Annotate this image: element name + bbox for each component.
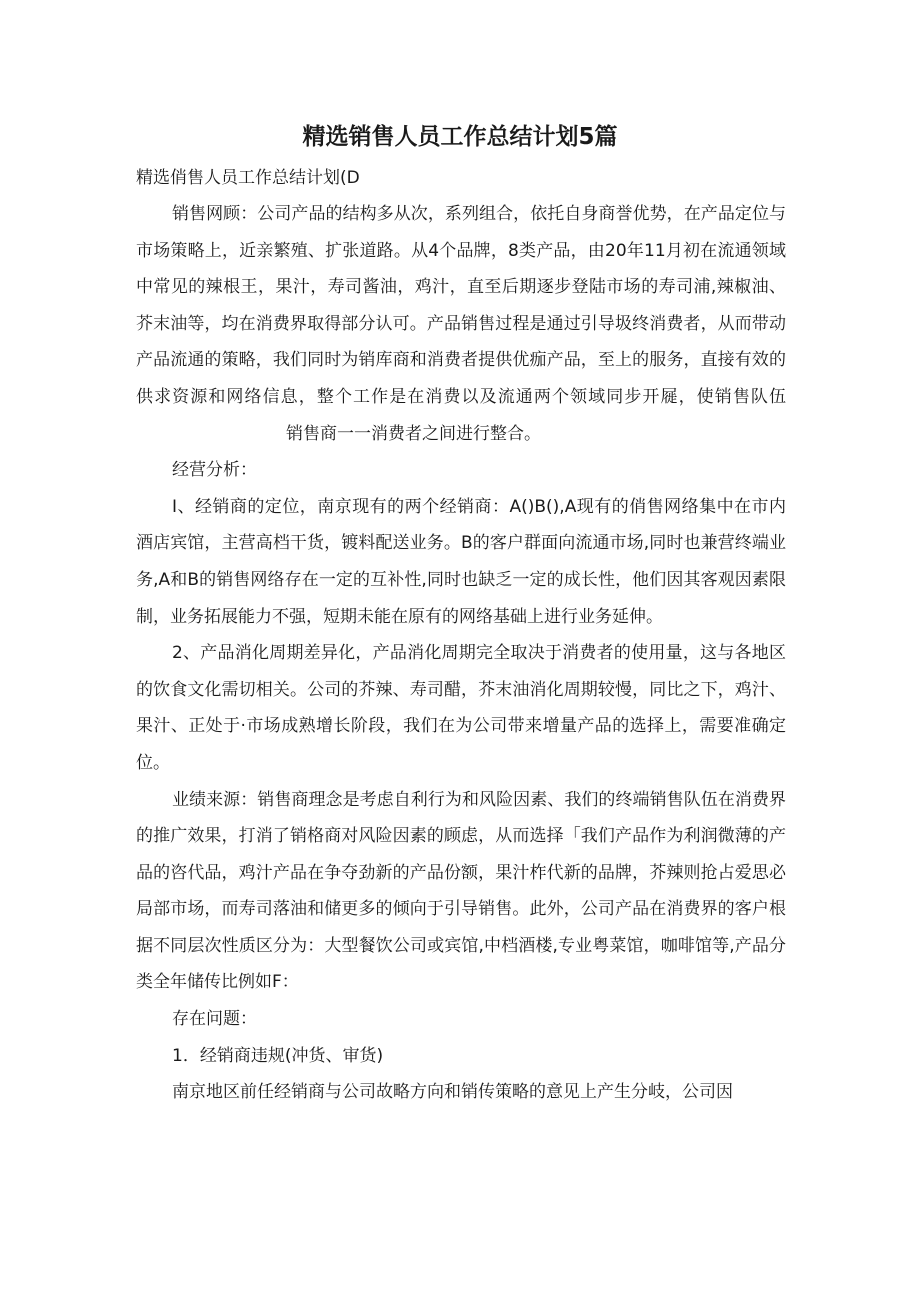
paragraph-sales-review-text: 销售网顾：公司产品的结构多从次，系列组合，依托自身商誉优势，在产品定位与市场策略上，近亲繁殖、扩张道路。从4个品牌，8类产品，由20年11月初在流通领域中常见的辣根王，果汁，寿司酱油，鸡汁，直至后期逐步登陆市场的寿司浦,辣椒油、芥末油等，均在消费界取得部分认可。产品销售过程是通过引导圾终消费者，从而带动产品流通的策略，我们同时为销库商和消费者提供优痂产品，至上的服务，直接有效的供求资源和网络信息，整个工作是在消费以及流通两个领域同步开屣，使销售队伍	[136, 204, 786, 407]
paragraph-distributor-positioning: I、经销商的定位，南京现有的两个经销商：A()B(),A现有的俏售网络集中在市内酒店宾馆，主营高档干货，镀料配送业务。B的客户群面向流通市场,同时也兼营终端业务,A和B的销售网络存在一定的互补性,同时也缺乏一定的成长性，他们因其客观因素限制，业务拓展能力不强，短期未能在原有的网络基础上进行业务延伸。	[136, 496, 786, 627]
paragraph-sales-review	[136, 196, 786, 452]
paragraph-sales-review-continued: 销售商一一消费者之间进行整合。	[286, 423, 541, 444]
document-subtitle: 精选俏售人员工作总结计划(D	[136, 168, 360, 188]
document-body	[136, 196, 786, 1111]
paragraph-business-analysis-heading: 经营分析：	[172, 460, 257, 481]
document-title: 精选销售人员工作总结计划5篇	[302, 124, 618, 150]
paragraph-product-cycle: 2、产品消化周期差异化，产品消化周期完全取决于消费者的使用量，这与各地区的饮食文化需切相关。公司的芥辣、寿司醋，芥末油消化周期较慢，同比之下，鸡汁、果汁、正处于·市场成熟增长阶段，我们在为公司带来增量产品的选择上，需要准确定位。	[136, 643, 786, 773]
paragraph-problems-heading: 存在问题：	[172, 1009, 257, 1030]
paragraph-problem-detail: 南京地区前任经销商与公司故略方向和销传策略的意见上产生分岐，公司因	[172, 1082, 733, 1103]
paragraph-performance-source: 业绩来源：销售商理念是考虑自利行为和风险因素、我们的终端销售队伍在消费界的推广效果，打消了销格商对风险因素的顾虑，从而选择「我们产品作为利润微薄的产品的咨代品，鸡汁产品在争夺劲新的产品份额，果汁柞代新的品牌，芥辣则抢占爱思必局部市场，而寿司落油和储更多的倾向于引导销售。此外，公司产品在消费界的客户根据不同层次性质区分为：大型餐饮公司或宾馆,中档酒楼,专业粤菜馆，咖啡馆等,产品分类全年储传比例如F：	[136, 789, 786, 993]
paragraph-problem-item-1: 1．经销商违规(冲货、审货)	[172, 1045, 384, 1066]
